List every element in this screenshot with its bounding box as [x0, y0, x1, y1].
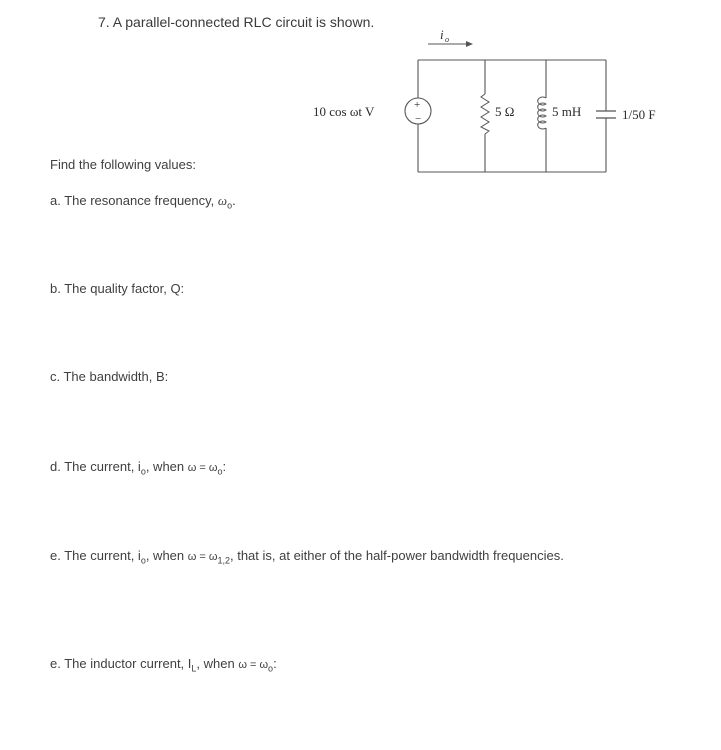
- question-c: c. The bandwidth, B:: [50, 369, 169, 384]
- rlc-circuit-diagram: [300, 22, 680, 182]
- capacitor-label: 1/50 F: [622, 107, 656, 122]
- current-label: i: [440, 27, 444, 42]
- question-f: e. The inductor current, $I_L$, when $\omega = \omega_o$:: [50, 656, 277, 674]
- intro-text: Find the following values:: [50, 157, 196, 172]
- source-minus-sign: −: [415, 113, 422, 125]
- question-a: a. The resonance frequency, $\omega_o$.: [50, 193, 236, 211]
- problem-title: 7. A parallel-connected RLC circuit is shown.: [98, 14, 375, 30]
- question-b: b. The quality factor, Q:: [50, 281, 185, 296]
- source-plus-sign: +: [414, 99, 421, 111]
- question-d: d. The current, $i_o$, when $\omega = \omega_o$:: [50, 459, 227, 477]
- question-e: e. The current, $i_o$, when $\omega = \omega_{1,2}$, that is, at either of the half-power bandwidth frequencies.: [50, 548, 564, 566]
- resistor-label: 5 Ω: [495, 104, 515, 119]
- inductor-label: 5 mH: [552, 104, 582, 119]
- resistor-symbol: [481, 94, 489, 134]
- source-label: 10 cos ωt V: [313, 104, 375, 119]
- inductor-symbol: [538, 97, 546, 129]
- current-subscript: o: [445, 35, 449, 44]
- current-arrowhead: [466, 41, 473, 47]
